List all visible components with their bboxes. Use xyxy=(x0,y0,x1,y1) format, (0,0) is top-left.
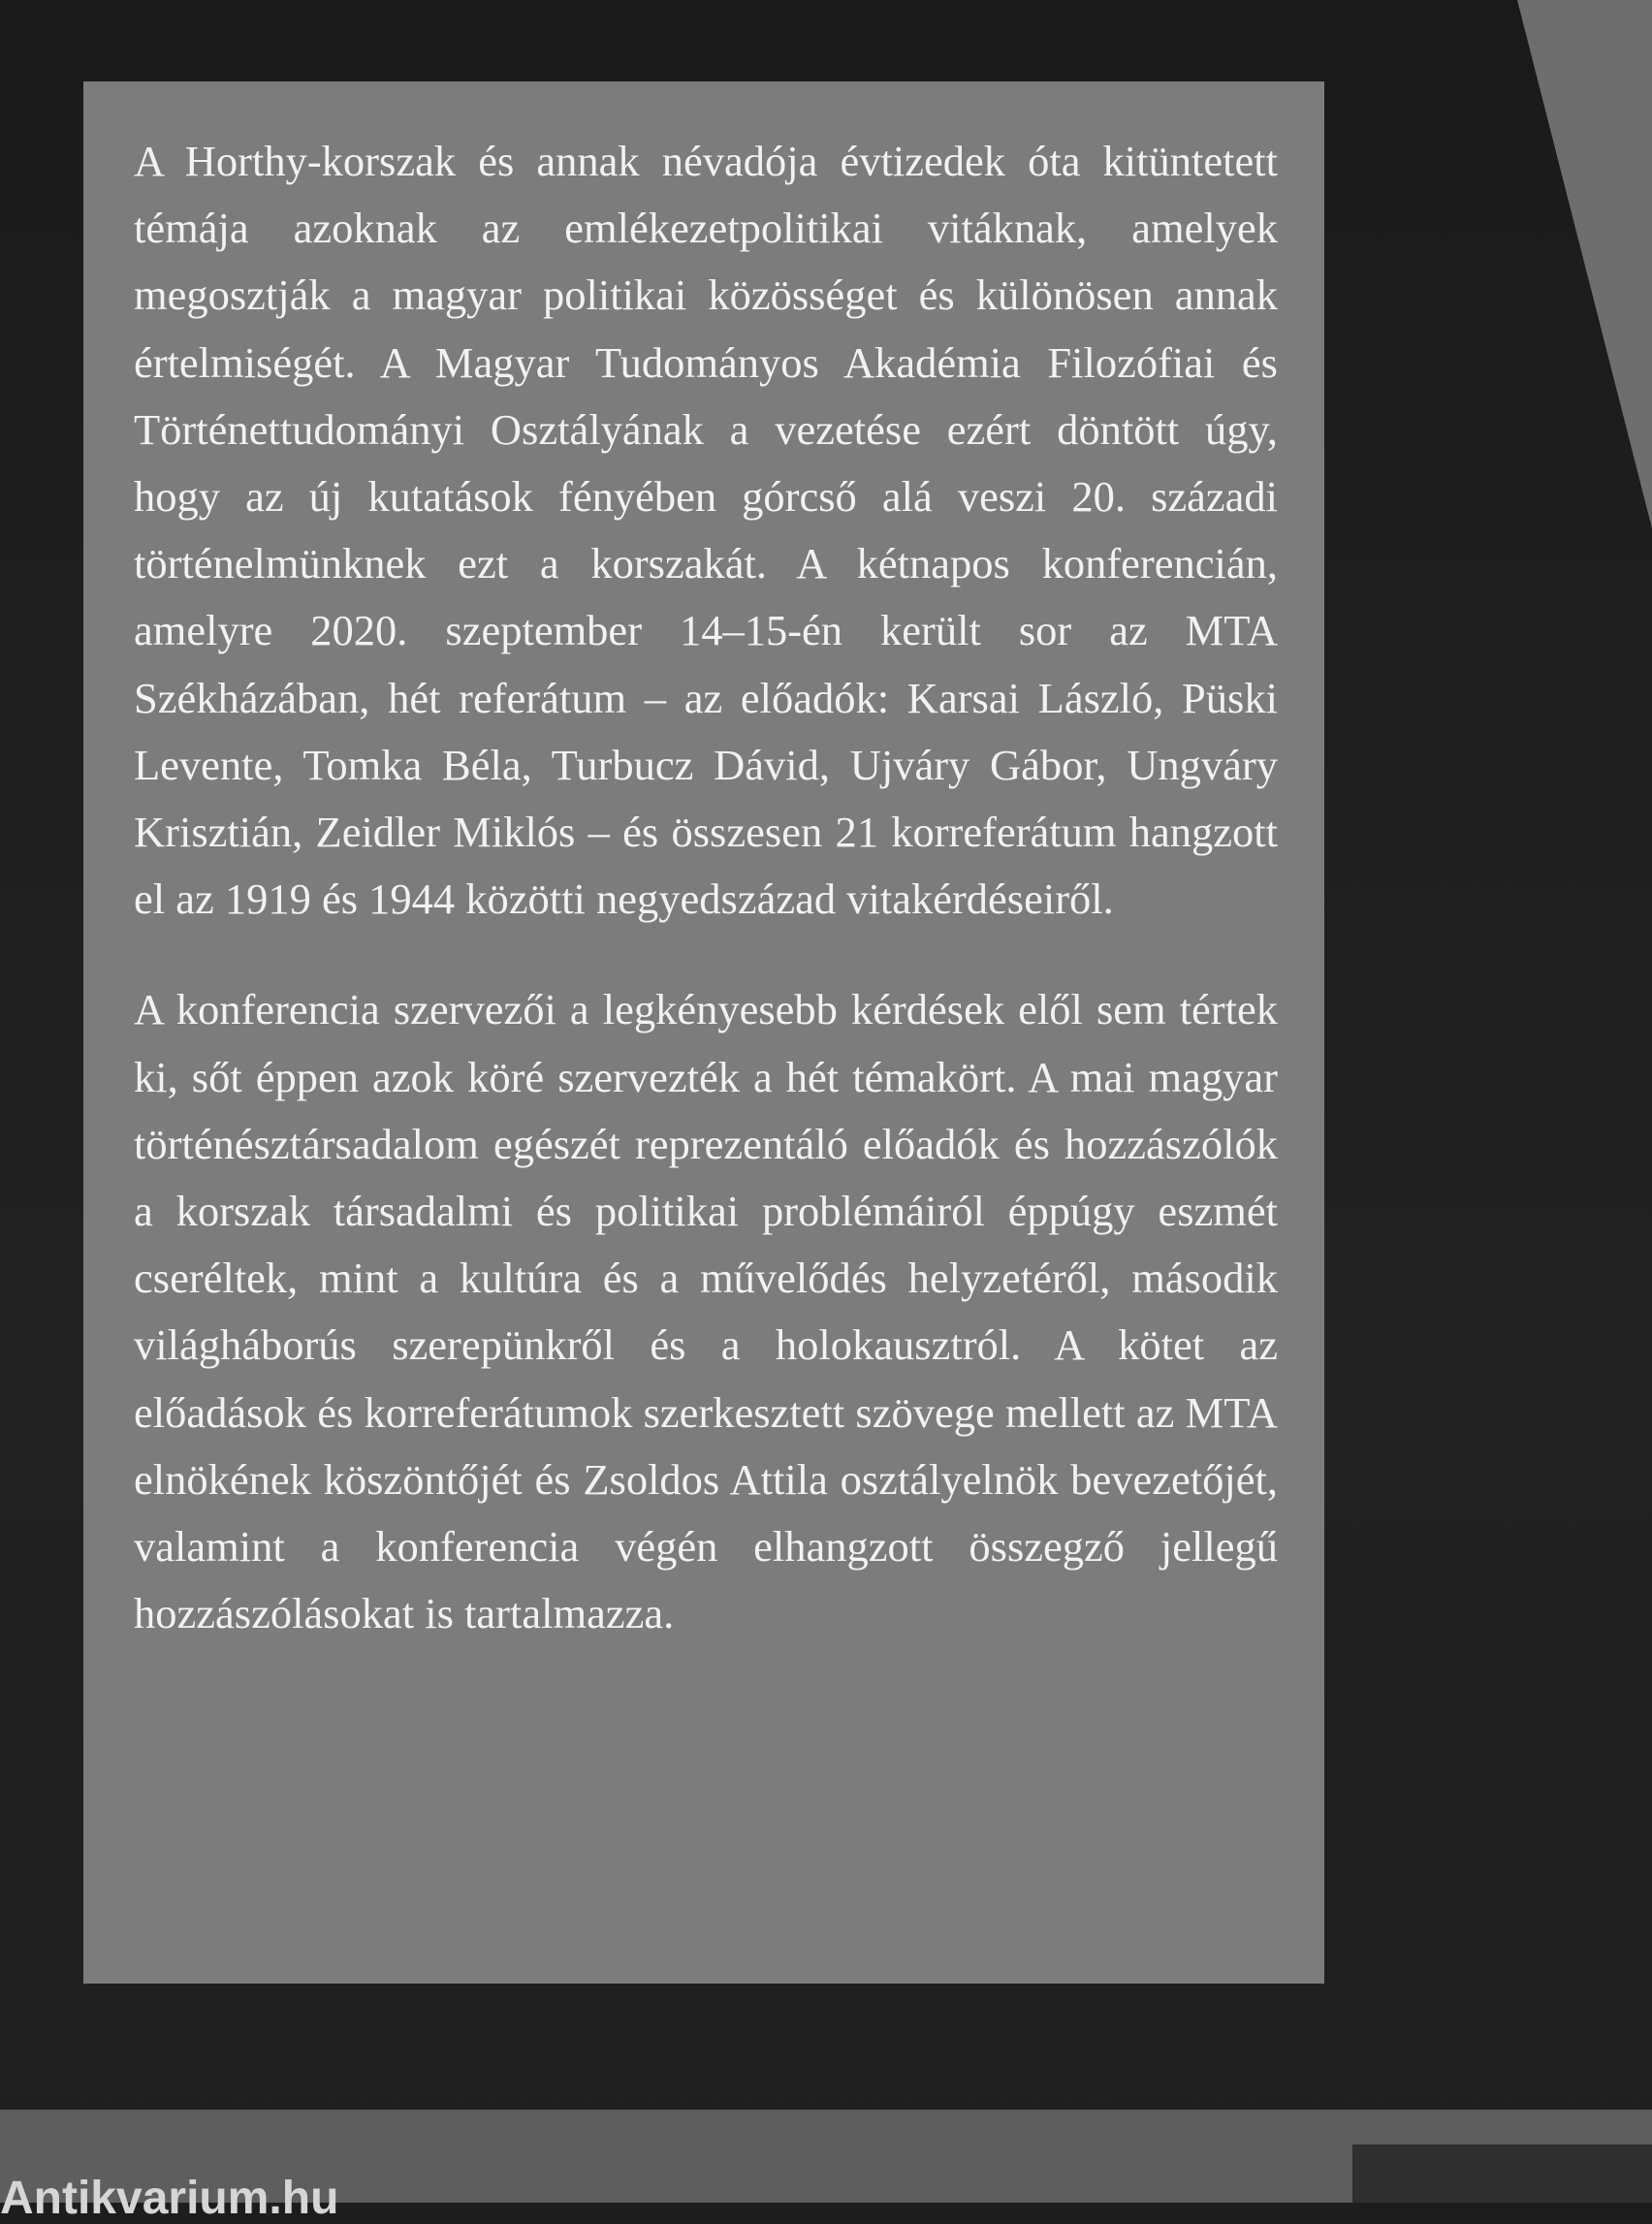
bottom-shadow xyxy=(1352,2145,1652,2203)
blurb-paragraph-1: A Horthy-korszak és annak névadója évtizedek óta kitüntetett témája azoknak az emlékezetpolitikai vitáknak, amelyek megosztják a magyar politikai közösséget és különösen annak értelmiségét. A Magyar Tudományos Akadémia Filozófiai és Történettudományi Osztályának a vezetése ezért döntött úgy, hogy az új kutatások fényében górcső alá veszi 20. századi történelmünknek ezt a korszakát. A kétnapos konferencián, amelyre 2020. szeptember 14–15-én került sor az MTA Székházában, hét referátum – az előadók: Karsai László, Püski Levente, Tomka Béla, Turbucz Dávid, Ujváry Gábor, Ungváry Krisztián, Zeidler Miklós – és összesen 21 korreferátum hangzott el az 1919 és 1944 közötti negyedszázad vitakérdéseiről. xyxy=(134,137,1278,924)
watermark: Antikvarium.hu xyxy=(0,2173,339,2224)
back-cover-text-panel xyxy=(83,81,1324,1984)
blurb-paragraph-2: A konferencia szervezői a legkényesebb kérdések elől sem tértek ki, sőt éppen azok köré szervezték a hét témakört. A mai magyar történésztársadalom egészét reprezentáló előadók és hozzászólók a korszak társadalmi és politikai problémáiról éppúgy eszmét cseréltek, mint a kultúra és a művelődés helyzetéről, második világháborús szerepünkről és a holokausztról. A kötet az előadások és korreferátumok szerkesztett szövege mellett az MTA elnökének köszöntőjét és Zsoldos Attila osztályelnök bevezetőjét, valamint a konferencia végén elhangzott összegző jellegű hozzászólásokat is tartalmazza. xyxy=(134,985,1278,1638)
